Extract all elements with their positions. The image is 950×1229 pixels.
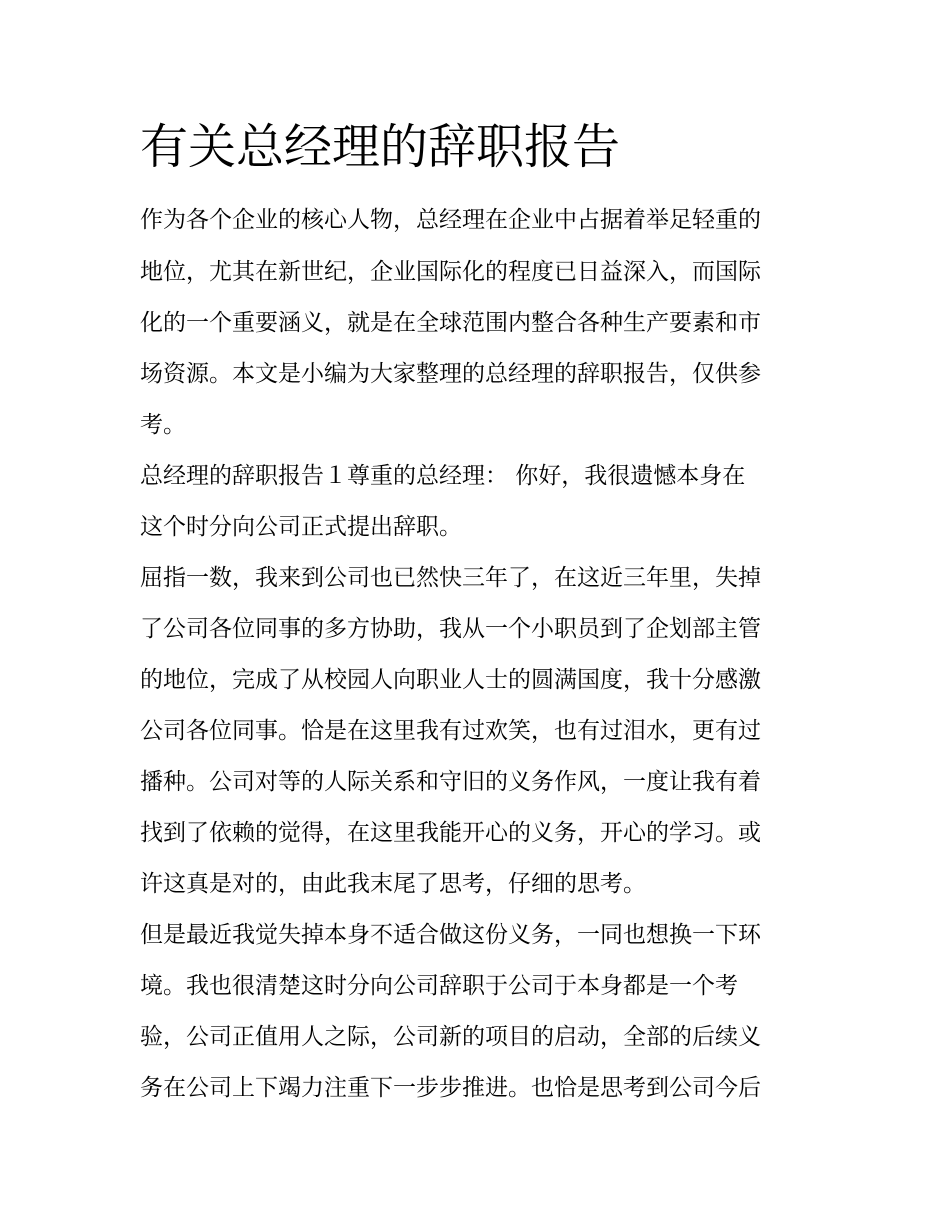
body-line: 屈指一数，我来到公司也已然快三年了，在这近三年里，失掉 [140,565,761,591]
body-line: 许这真是对的，由此我末尾了思考，仔细的思考。 [140,871,646,897]
body-line: 但是最近我觉失掉本身不适合做这份义务，一同也想换一下环 [140,922,761,948]
body-line: 地位，尤其在新世纪，企业国际化的程度已日益深入，而国际 [140,259,761,285]
body-line: 场资源。本文是小编为大家整理的总经理的辞职报告，仅供参 [140,361,761,387]
body-line: 播种。公司对等的人际关系和守旧的义务作风，一度让我有着 [140,769,761,795]
document-title: 有关总经理的辞职报告 [140,119,621,175]
body-line: 作为各个企业的核心人物，总经理在企业中占据着举足轻重的 [140,207,761,233]
body-line: 找到了依赖的觉得，在这里我能开心的义务，开心的学习。或 [140,820,761,846]
body-line: 的地位，完成了从校园人向职业人士的圆满国度，我十分感激 [140,667,761,693]
body-line: 务在公司上下竭力注重下一步步推进。也恰是思考到公司今后 [140,1075,761,1101]
body-line: 了公司各位同事的多方协助，我从一个小职员到了企划部主管 [140,616,761,642]
body-line: 境。我也很清楚这时分向公司辞职于公司于本身都是一个考 [140,973,738,999]
body-line: 验，公司正值用人之际，公司新的项目的启动，全部的后续义 [140,1024,761,1050]
body-line: 这个时分向公司正式提出辞职。 [140,514,462,540]
body-line: 化的一个重要涵义，就是在全球范围内整合各种生产要素和市 [140,310,761,336]
body-line: 总经理的辞职报告１尊重的总经理： 你好，我很遗憾本身在 [140,463,746,489]
body-line: 考。 [140,412,186,438]
body-line: 公司各位同事。恰是在这里我有过欢笑，也有过泪水，更有过 [140,718,761,744]
